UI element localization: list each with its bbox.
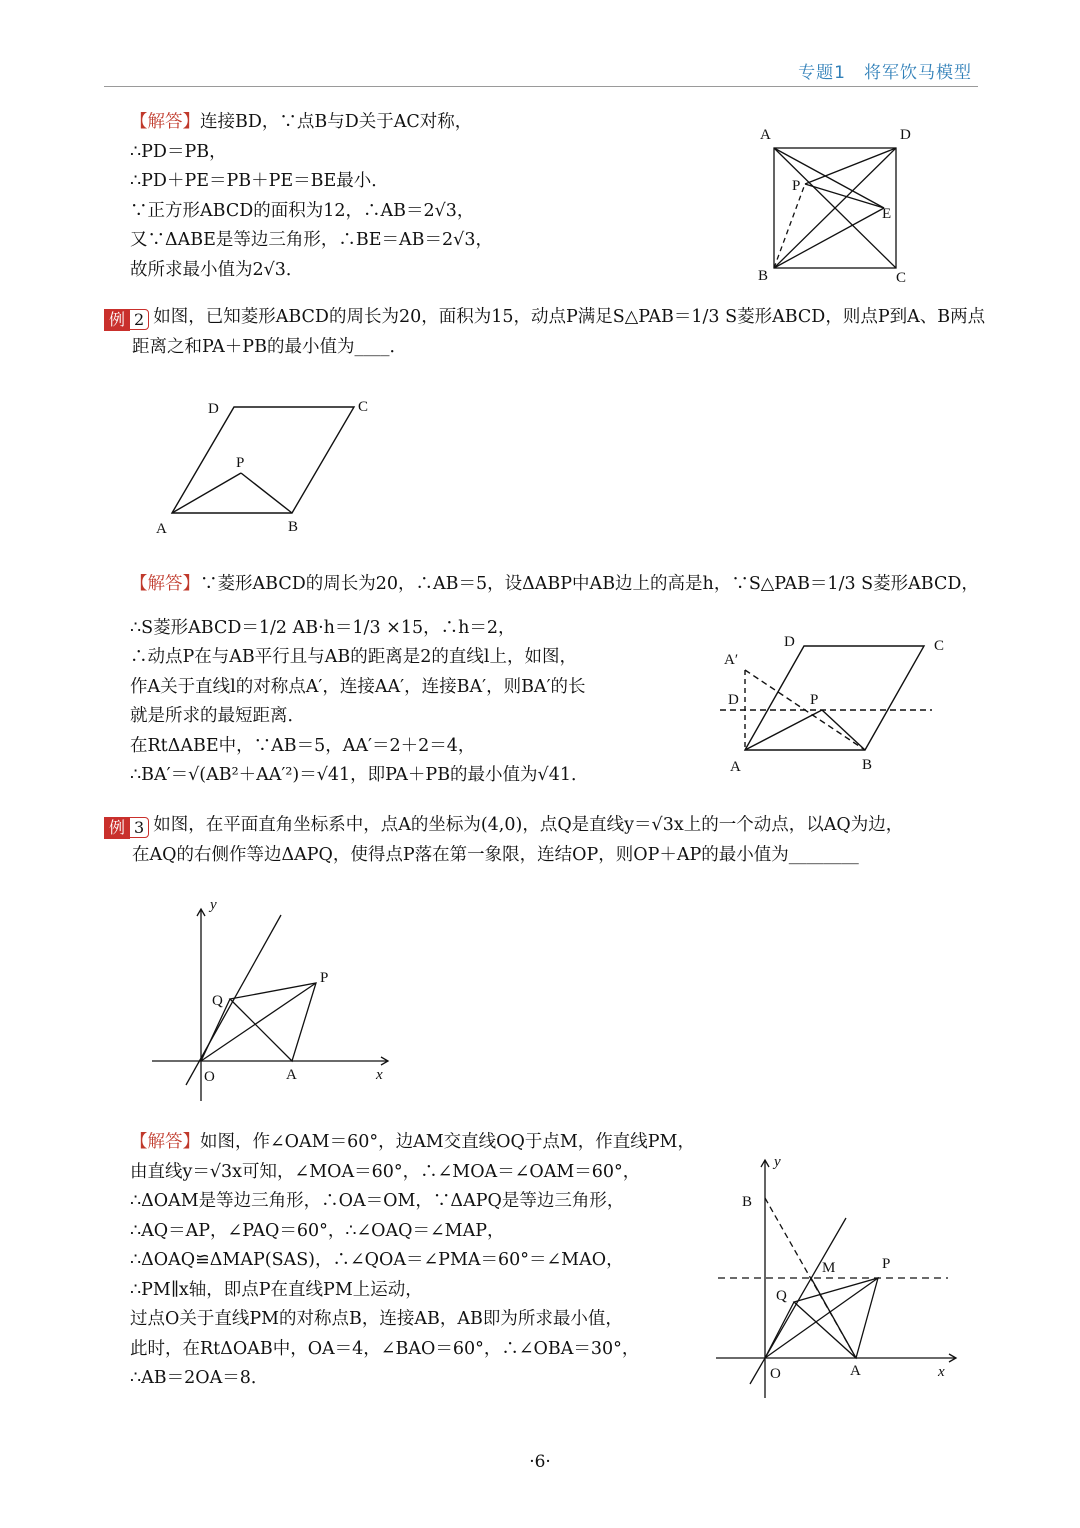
solution-2-line: ∴S菱形ABCD＝1/2 AB·h＝1/3 ×15，∴h＝2，	[130, 617, 516, 638]
solution-1-line: 又∵ΔABE是等边三角形，∴BE＝AB＝2√3，	[130, 230, 493, 250]
header-title: 专题1 将军饮马模型	[798, 63, 972, 83]
solution-2-line: 作A关于直线l的对称点A′，连接AA′，连接BA′，则BA′的长	[130, 676, 586, 697]
solution-2-line: 在RtΔABE中，∵AB＝5，AA′＝2＋2＝4，	[130, 735, 476, 756]
label-D: D	[900, 127, 911, 143]
solution-1-line: ∵正方形ABCD的面积为12，∴AB＝2√3，	[130, 200, 475, 221]
axis-x-label: x	[376, 1067, 383, 1083]
solution-2-line: 就是所求的最短距离．	[130, 706, 305, 726]
page-header	[104, 56, 978, 87]
label-B: B	[862, 757, 873, 773]
label-P: P	[882, 1256, 891, 1272]
example-2	[104, 303, 985, 362]
label-A: A	[760, 127, 771, 143]
label-D: D	[208, 401, 219, 417]
label-A: A	[850, 1363, 861, 1379]
solution-3	[130, 1128, 695, 1394]
label-P: P	[792, 178, 801, 194]
solution-2-line: ∴BA′＝√(AB²＋AA′²)＝√41，即PA＋PB的最小值为√41．	[130, 765, 589, 785]
example-3-line: 例 3 如图，在平面直角坐标系中，点A的坐标为(4,0)，点Q是直线y＝√3x上的一个动点，以AQ为边，	[104, 811, 903, 841]
solution-3-line: 由直线y＝√3x可知，∠MOA＝60°，∴∠MOA＝∠OAM＝60°，	[130, 1161, 641, 1182]
label-A: A	[286, 1067, 297, 1083]
figure-rhombus-reflection	[712, 628, 952, 778]
figure-square	[750, 120, 930, 290]
figure-coordinate-2	[712, 1150, 962, 1400]
solution-2-line: 【解答】∵菱形ABCD的周长为20，∴AB＝5，设ΔABP中AB边上的高是h，∵S△PAB＝1/3 S菱形ABCD，	[130, 574, 979, 594]
label-D-foot: D	[728, 692, 739, 708]
solution-3-line: 此时，在RtΔOAB中，OA＝4，∠BAO＝60°，∴∠OBA＝30°，	[130, 1338, 640, 1359]
example-3	[104, 811, 903, 870]
label-C: C	[358, 399, 369, 415]
label-A: A	[730, 759, 741, 775]
label-C: C	[934, 638, 945, 654]
solution-3-line: ∴AQ＝AP，∠PAQ＝60°，∴∠OAQ＝∠MAP，	[130, 1220, 505, 1241]
answer-label: 【解答】	[130, 574, 200, 594]
answer-label: 【解答】	[130, 1132, 200, 1152]
label-B: B	[742, 1194, 753, 1210]
axis-x-label: x	[938, 1364, 945, 1380]
label-B: B	[758, 268, 769, 284]
example-badge: 例 2	[104, 306, 149, 328]
solution-3-line: ∴ΔOAQ≌ΔMAP(SAS)，∴∠QOA＝∠PMA＝60°＝∠MAO，	[130, 1250, 624, 1270]
example-2-line: 距离之和PA＋PB的最小值为____．	[132, 336, 407, 357]
axis-y-label: y	[774, 1154, 781, 1170]
solution-3-line: 【解答】如图，作∠OAM＝60°，边AM交直线OQ于点M，作直线PM，	[130, 1132, 695, 1152]
label-D: D	[784, 634, 795, 650]
solution-3-line: ∴ΔOAM是等边三角形，∴OA＝OM，∵ΔAPQ是等边三角形，	[130, 1191, 625, 1211]
solution-1-line: 故所求最小值为2√3．	[130, 259, 304, 280]
axis-y-label: y	[210, 897, 217, 913]
label-P: P	[810, 692, 819, 708]
label-Q: Q	[212, 993, 223, 1009]
solution-1-line: 【解答】连接BD，∵点B与D关于AC对称，	[130, 112, 473, 132]
label-P: P	[236, 455, 245, 471]
label-A-prime: A′	[724, 652, 739, 668]
solution-3-line: ∴PM∥x轴，即点P在直线PM上运动，	[130, 1279, 423, 1300]
label-M: M	[822, 1260, 836, 1276]
example-badge: 例 3	[104, 814, 149, 836]
solution-3-line: 过点O关于直线PM的对称点B，连接AB，AB即为所求最小值，	[130, 1309, 623, 1329]
label-Q: Q	[776, 1288, 787, 1304]
solution-1	[130, 108, 493, 285]
solution-2-line: ∴动点P在与AB平行且与AB的距离是2的直线l上，如图，	[130, 647, 578, 667]
label-C: C	[896, 270, 907, 286]
example-2-line: 例 2 如图，已知菱形ABCD的周长为20，面积为15，动点P满足S△PAB＝1/3 S菱形ABCD，则点P到A、B两点	[104, 303, 985, 333]
label-A: A	[156, 521, 167, 537]
solution-1-line: ∴PD＋PE＝PB＋PE＝BE最小．	[130, 171, 389, 191]
page-number: ·6·	[529, 1452, 551, 1472]
example-3-line: 在AQ的右侧作等边ΔAPQ，使得点P落在第一象限，连结OP，则OP＋AP的最小值为________	[132, 844, 859, 865]
label-E: E	[882, 206, 892, 222]
answer-label: 【解答】	[130, 112, 200, 132]
figure-coordinate-1	[148, 895, 398, 1105]
label-P: P	[320, 970, 329, 986]
label-O: O	[204, 1069, 215, 1085]
label-B: B	[288, 519, 299, 535]
label-O: O	[770, 1366, 781, 1382]
solution-1-line: ∴PD＝PB，	[130, 141, 227, 162]
figure-rhombus	[150, 395, 390, 545]
solution-3-line: ∴AB＝2OA＝8．	[130, 1368, 269, 1388]
